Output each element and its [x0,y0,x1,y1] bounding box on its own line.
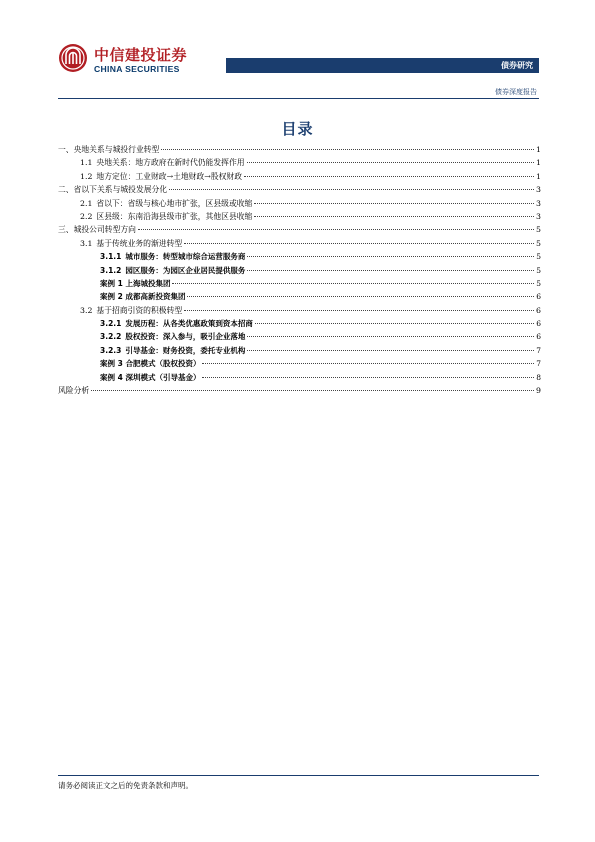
toc-entry-page: 6 [536,319,541,329]
toc-entry-title: 案例 3 合肥模式（股权投资） [100,359,201,369]
toc-entry-title: 省以下：省级与核心地市扩张，区县级或收缩 [96,198,253,208]
toc-entry-page: 3 [536,211,541,221]
toc-entry[interactable] [58,344,541,357]
toc-entry-page: 5 [536,265,541,275]
toc-dot-leader [255,323,534,324]
header-divider [58,98,539,99]
toc-entry-page: 6 [536,332,541,342]
toc-entry-number: 3.1 [80,238,93,248]
toc-dot-leader [161,149,534,150]
toc-entry[interactable] [58,237,541,250]
toc-entry[interactable] [58,250,541,263]
china-securities-logo-icon [58,43,88,73]
table-of-contents [58,143,541,397]
toc-entry-page: 1 [536,145,541,154]
toc-dot-leader [184,243,534,244]
toc-entry-page: 5 [536,238,541,248]
toc-entry-title: 园区服务：为园区企业居民提供服务 [125,265,246,275]
toc-entry-page: 6 [536,305,541,315]
footer-disclaimer: 请务必阅读正文之后的免责条款和声明。 [58,781,193,790]
logo-english-name: CHINA SECURITIES [94,64,180,74]
toc-entry[interactable] [58,277,541,290]
toc-entry-title: 央地关系：地方政府在新时代仍能发挥作用 [96,158,245,168]
toc-entry[interactable] [58,357,541,370]
toc-entry-page: 5 [536,252,541,262]
toc-entry-number: 3.2.3 [100,345,122,355]
toc-entry-page: 5 [536,225,541,235]
toc-dot-leader [172,283,534,284]
toc-entry-title: 基于招商引资的积极转型 [96,305,183,315]
toc-entry-number: 1.2 [80,171,93,181]
footer-divider [58,775,539,776]
toc-entry-number: 3.2.1 [100,319,122,329]
page-header [58,40,539,76]
toc-entry-title: 基于传统业务的渐进转型 [96,238,183,248]
toc-entry-title: 引导基金：财务投资，委托专业机构 [125,345,246,355]
toc-entry-page: 3 [536,185,541,195]
toc-dot-leader [244,176,534,177]
toc-entry-number: 2.1 [80,198,93,208]
toc-entry-number: 3.2.2 [100,332,122,342]
toc-entry-page: 7 [536,345,541,355]
toc-entry-number: 1.1 [80,158,93,168]
toc-dot-leader [247,256,534,257]
toc-dot-leader [91,390,534,391]
toc-entry-page: 9 [536,386,541,396]
toc-dot-leader [187,296,534,297]
toc-dot-leader [247,270,534,271]
logo-chinese-name: 中信建投证券 [94,46,188,64]
toc-entry-page: 5 [536,278,541,288]
toc-dot-leader [254,216,534,217]
toc-entry[interactable] [58,210,541,223]
toc-title: 目录 [281,120,314,138]
toc-dot-leader [184,310,534,311]
toc-entry[interactable] [58,197,541,210]
toc-entry-page: 1 [536,171,541,181]
toc-entry-page: 1 [536,158,541,168]
toc-entry[interactable] [58,264,541,277]
section-label: 债券研究 [501,61,533,70]
toc-entry-title: 三、城投公司转型方向 [58,225,136,235]
toc-entry-page: 7 [536,359,541,369]
toc-entry[interactable] [58,156,541,169]
toc-entry-page: 6 [536,292,541,302]
toc-dot-leader [202,363,534,364]
toc-entry[interactable] [58,223,541,236]
toc-entry[interactable] [58,304,541,317]
toc-dot-leader [247,162,534,163]
toc-dot-leader [138,229,534,230]
toc-entry-title: 区县级：东南沿海县级市扩张，其他区县收缩 [96,211,253,221]
toc-entry[interactable] [58,143,541,156]
toc-entry[interactable] [58,290,541,303]
toc-entry-number: 3.1.2 [100,265,122,275]
toc-entry-title: 地方定位：工业财政→土地财政→股权财政 [96,171,243,181]
toc-entry-title: 案例 4 深圳模式（引导基金） [100,372,201,382]
toc-dot-leader [247,350,534,351]
toc-entry[interactable] [58,170,541,183]
toc-entry-number: 3.1.1 [100,252,122,262]
toc-entry[interactable] [58,384,541,397]
toc-entry-title: 案例 1 上海城投集团 [100,278,171,288]
toc-entry-number: 3.2 [80,305,93,315]
toc-entry-title: 案例 2 成都高新投资集团 [100,292,186,302]
toc-dot-leader [202,377,534,378]
toc-dot-leader [247,336,534,337]
report-type: 债券深度报告 [495,88,537,96]
toc-entry[interactable] [58,330,541,343]
header-section-bar [226,58,539,73]
toc-entry[interactable] [58,183,541,196]
toc-entry-title: 股权投资：深入参与，吸引企业落地 [125,332,246,342]
toc-entry-title: 风险分析 [58,386,90,396]
toc-entry[interactable] [58,317,541,330]
toc-entry[interactable] [58,371,541,384]
toc-entry-page: 8 [536,372,541,382]
toc-dot-leader [254,203,534,204]
toc-entry-title: 城市服务：转型城市综合运营服务商 [125,252,246,262]
toc-entry-title: 一、央地关系与城投行业转型 [58,145,160,154]
toc-entry-title: 二、省以下关系与城投发展分化 [58,185,168,195]
toc-entry-number: 2.2 [80,211,93,221]
toc-entry-page: 3 [536,198,541,208]
toc-entry-title: 发展历程：从各类优惠政策到资本招商 [125,319,253,329]
toc-dot-leader [169,189,534,190]
